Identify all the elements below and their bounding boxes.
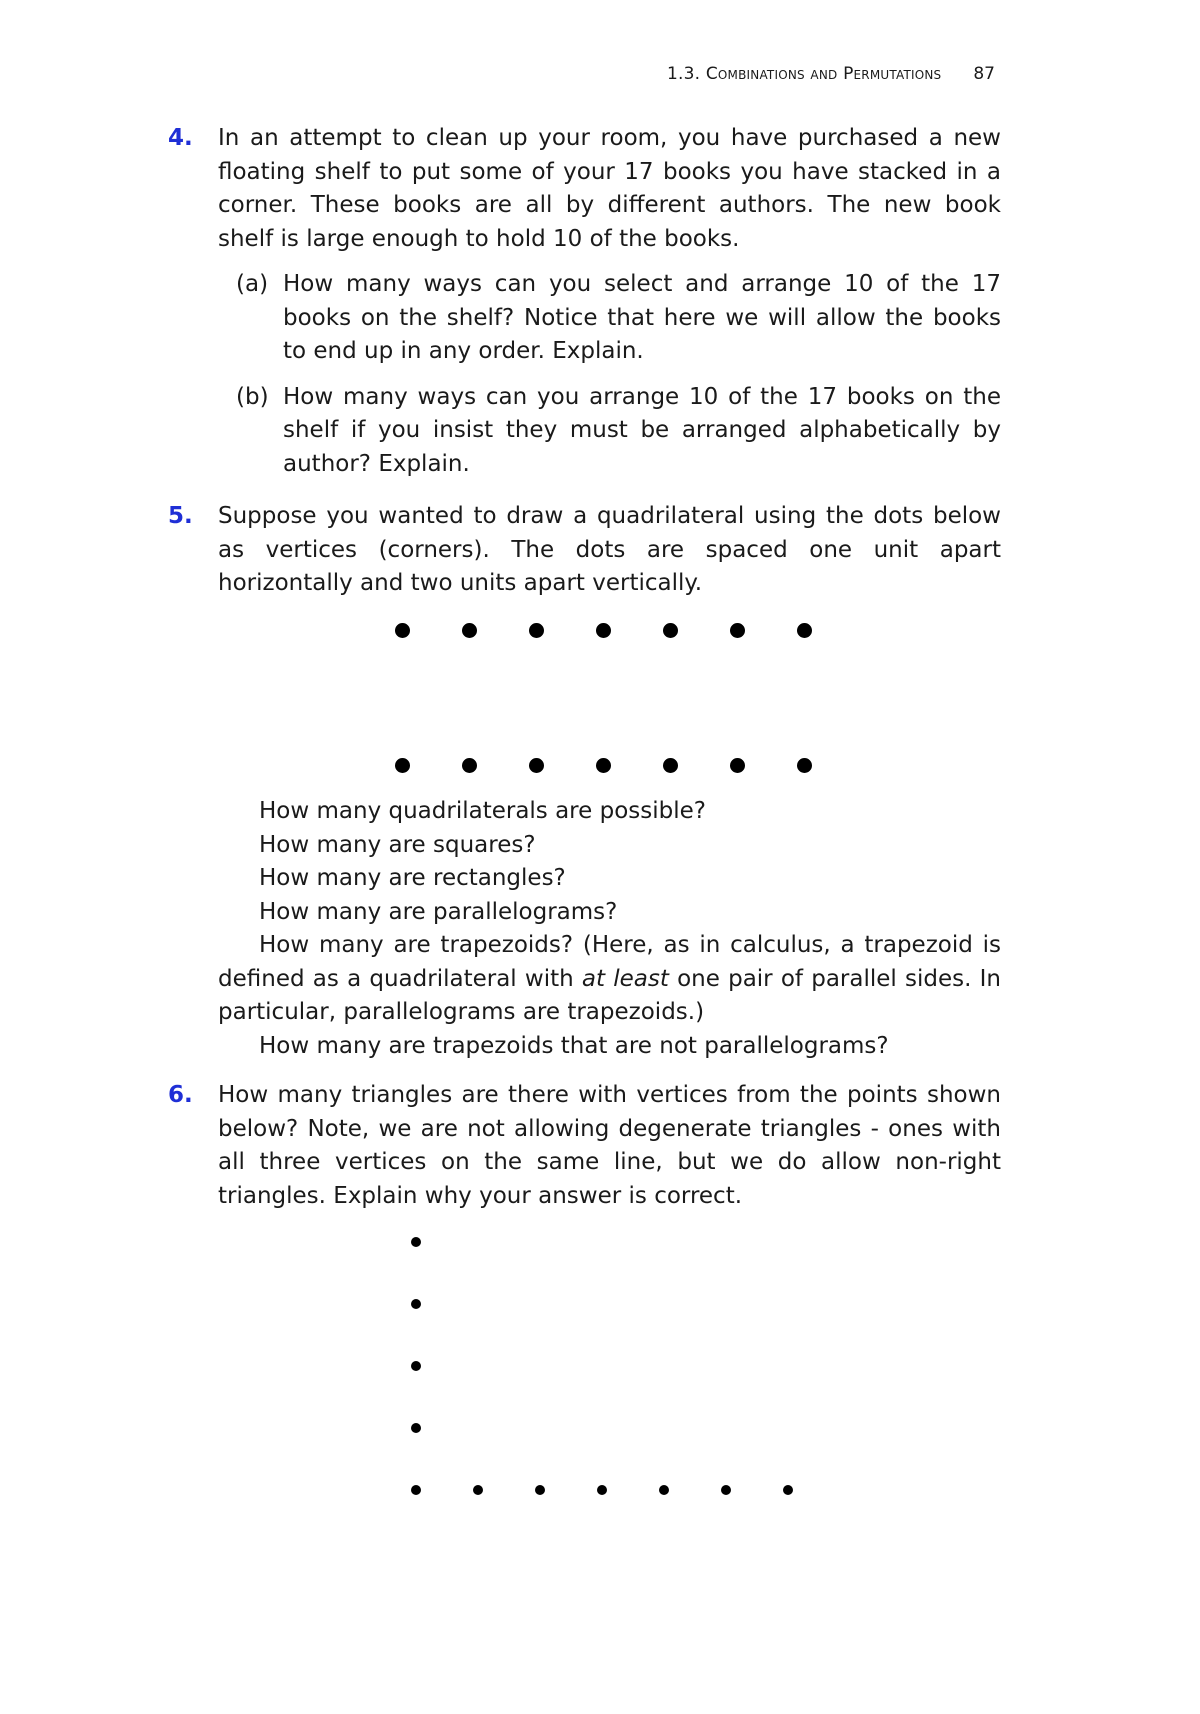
question-nonparallelogram-trapezoids: How many are trapezoids that are not parallelograms? (259, 1032, 889, 1059)
subpart-text: How many ways can you select and arrange 10 of the 17 books on the shelf? Notice that here we will allow the books to end up in any order. Explain. (283, 271, 1001, 364)
problem-number: 4. (168, 125, 193, 151)
question-quadrilaterals: How many quadrilaterals are possible? (259, 798, 706, 824)
dot (663, 623, 678, 638)
question-squares: How many are squares? (259, 831, 536, 858)
subpart-text: How many ways can you arrange 10 of the 17 books on the shelf if you insist they must be arranged alphabetically by author? Explain. (283, 383, 1001, 477)
dot (462, 758, 477, 773)
subpart-label: (b) (236, 383, 269, 410)
problem-text: In an attempt to clean up your room, you have purchased a new floating shelf to put some of your 17 books you have stacked in a corner. These books are all by different authors. The new book shelf is large enough to hold 10 of the books. (218, 125, 1001, 252)
subpart-b (218, 381, 1001, 482)
dot (411, 1423, 421, 1433)
dot (535, 1485, 545, 1495)
dot (730, 758, 745, 773)
dot (411, 1361, 421, 1371)
problem-text: How many triangles are there with vertices from the points shown below? Note, we are not allowing degenerate triangles - ones with all three vertices on the same line, but we do allow non-right triangles. Explain why your answer is correct. (218, 1082, 1001, 1209)
dot (730, 623, 745, 638)
dot (473, 1485, 483, 1495)
trapezoid-text-end: one pair of parallel sides. In particular, parallelograms are trapezoids.) (218, 965, 1001, 1025)
question-rectangles: How many are rectangles? (259, 865, 566, 891)
running-head (560, 64, 995, 84)
section-title: 1.3. Combinations and Permutations (666, 64, 942, 84)
subpart-label: (a) (236, 271, 269, 297)
dot (596, 758, 611, 773)
question-trapezoids (218, 929, 1001, 1030)
problem-number: 6. (168, 1082, 193, 1108)
dot (659, 1485, 669, 1495)
dot (783, 1485, 793, 1495)
problem-number: 5. (168, 503, 193, 529)
problem-6 (168, 1079, 1001, 1213)
problem-5 (168, 500, 1001, 601)
dot (395, 758, 410, 773)
trapezoid-text-start: How many are trapezoids? (Here, as in calculus, a trapezoid is defined as a quadrilateral with (218, 932, 1001, 992)
subpart-a (218, 268, 1001, 369)
page-number: 87 (973, 64, 995, 84)
dot (797, 623, 812, 638)
dot (411, 1485, 421, 1495)
trapezoid-emphasis: at least (581, 965, 669, 992)
question-parallelograms: How many are parallelograms? (259, 898, 618, 925)
dot (411, 1237, 421, 1247)
dot (462, 623, 477, 638)
problem-4 (168, 122, 1001, 481)
dot (529, 758, 544, 773)
dot (597, 1485, 607, 1495)
dot (663, 758, 678, 773)
dot (596, 623, 611, 638)
problem-5-questions (218, 795, 1001, 1063)
dot (529, 623, 544, 638)
problem-text: Suppose you wanted to draw a quadrilateral using the dots below as vertices (corners). The dots are spaced one unit apart horizontally and two units apart vertically. (218, 503, 1001, 596)
dot (411, 1299, 421, 1309)
dot (395, 623, 410, 638)
dot (797, 758, 812, 773)
dot (721, 1485, 731, 1495)
